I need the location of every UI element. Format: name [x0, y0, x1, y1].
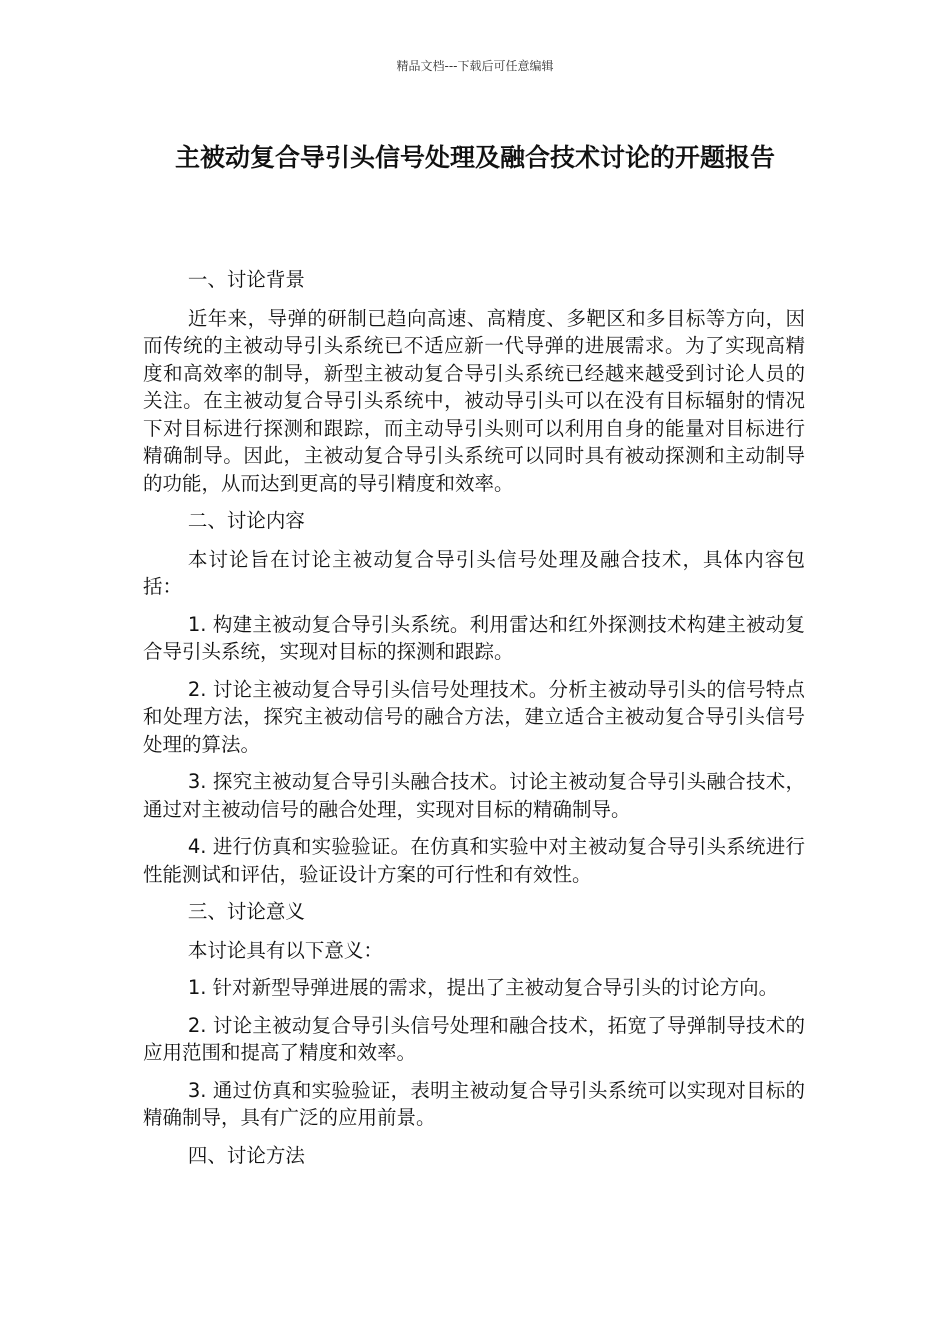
- significance-item-2: 2. 讨论主被动复合导引头信号处理和融合技术，拓宽了导弹制导技术的应用范围和提高了精度和效率。: [143, 1013, 805, 1064]
- section-heading-method: 四、讨论方法: [187, 1143, 305, 1167]
- content-item-4: 4. 进行仿真和实验验证。在仿真和实验中对主被动复合导引头系统进行性能测试和评估，验证设计方案的可行性和有效性。: [143, 835, 805, 886]
- content-item-1: 1. 构建主被动复合导引头系统。利用雷达和红外探测技术构建主被动复合导引头系统，实现对目标的探测和跟踪。: [143, 612, 805, 663]
- background-paragraph: 近年来，导弹的研制已趋向高速、高精度、多靶区和多目标等方向，因而传统的主被动导引头系统已不适应新一代导弹的进展需求。为了实现高精度和高效率的制导，新型主被动复合导引头系统已经越来越受到讨论人员的关注。在主被动复合导引头系统中，被动导引头可以在没有目标辐射的情况下对目标进行探测和跟踪，而主动导引头则可以利用自身的能量对目标进行精确制导。因此，主被动复合导引头系统可以同时具有被动探测和主动制导的功能，从而达到更高的导引精度和效率。: [143, 306, 805, 495]
- content-item-2: 2. 讨论主被动复合导引头信号处理技术。分析主被动导引头的信号特点和处理方法，探究主被动信号的融合方法，建立适合主被动复合导引头信号处理的算法。: [143, 677, 805, 756]
- content-intro: 本讨论旨在讨论主被动复合导引头信号处理及融合技术，具体内容包括：: [143, 547, 805, 598]
- section-heading-background: 一、讨论背景: [187, 268, 305, 291]
- page-header: 精品文档---下载后可任意编辑: [396, 59, 554, 73]
- document-body: [143, 266, 805, 1180]
- section-heading-content: 二、讨论内容: [187, 509, 305, 532]
- significance-item-1: 1. 针对新型导弹进展的需求，提出了主被动复合导引头的讨论方向。: [187, 976, 779, 999]
- document-title: 主被动复合导引头信号处理及融合技术讨论的开题报告: [174, 143, 775, 172]
- significance-intro: 本讨论具有以下意义：: [187, 938, 383, 962]
- significance-item-3: 3. 通过仿真和实验验证，表明主被动复合导引头系统可以实现对目标的精确制导，具有广泛的应用前景。: [143, 1078, 805, 1129]
- content-item-3: 3. 探究主被动复合导引头融合技术。讨论主被动复合导引头融合技术，通过对主被动信号的融合处理，实现对目标的精确制导。: [143, 770, 805, 821]
- section-heading-significance: 三、讨论意义: [187, 900, 305, 923]
